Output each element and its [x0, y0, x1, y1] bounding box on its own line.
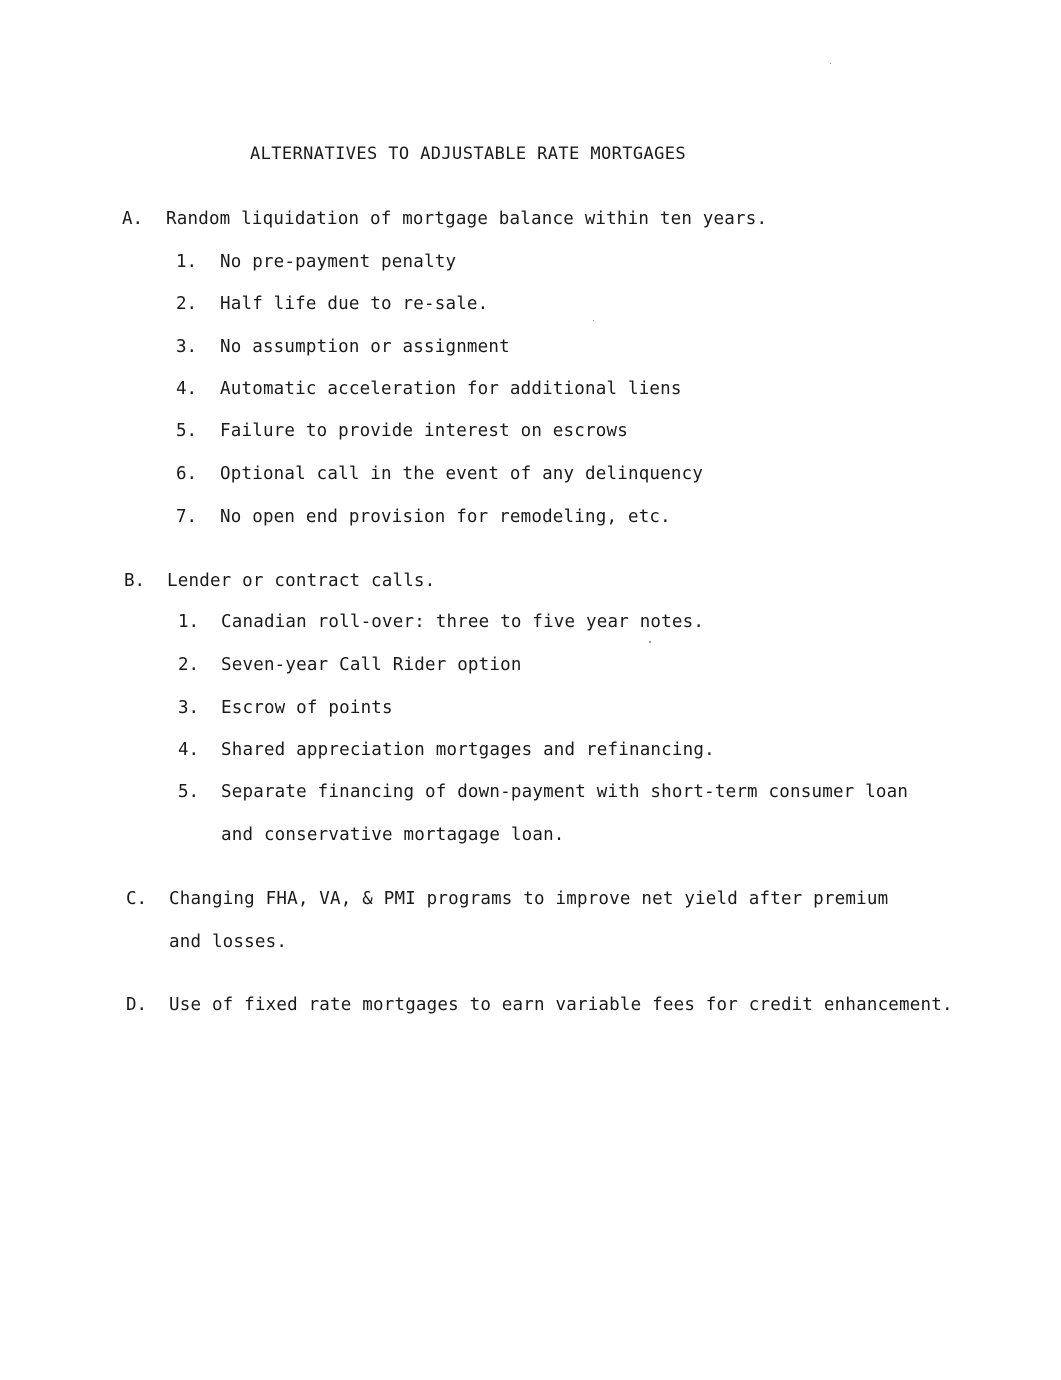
section-b-letter: B.: [124, 571, 146, 591]
section-a-item-3-text: No assumption or assignment: [220, 337, 510, 357]
section-b-heading: Lender or contract calls.: [167, 571, 436, 591]
section-a-item-2-text: Half life due to re-sale.: [220, 294, 489, 314]
section-a-item-5-number: 5.: [176, 421, 198, 441]
section-a-heading: Random liquidation of mortgage balance within ten years.: [166, 209, 768, 229]
section-b-item-1-number: 1.: [178, 612, 200, 632]
section-a-item-1-number: 1.: [176, 252, 198, 272]
section-b-item-3-number: 3.: [178, 698, 200, 718]
section-d-letter: D.: [126, 995, 148, 1015]
section-a-item-5-text: Failure to provide interest on escrows: [220, 421, 628, 441]
section-b-item-5-number: 5.: [178, 782, 200, 802]
section-b-item-2-number: 2.: [178, 655, 200, 675]
section-b-item-3-text: Escrow of points: [221, 698, 393, 718]
section-b-item-4-number: 4.: [178, 740, 200, 760]
scan-speck: [593, 320, 594, 321]
scan-speck: [830, 63, 831, 64]
section-a-item-6-text: Optional call in the event of any delinquency: [220, 464, 704, 484]
section-d-heading: Use of fixed rate mortgages to earn variable fees for credit enhancement.: [169, 995, 953, 1015]
section-a-item-1-text: No pre-payment penalty: [220, 252, 457, 272]
section-a-item-4-number: 4.: [176, 379, 198, 399]
section-c-continuation: and losses.: [169, 932, 288, 952]
section-c-letter: C.: [126, 889, 148, 909]
section-b-item-2-text: Seven-year Call Rider option: [221, 655, 522, 675]
scan-speck: [649, 641, 651, 643]
section-a-item-2-number: 2.: [176, 294, 198, 314]
section-a-letter: A.: [122, 209, 144, 229]
section-a-item-3-number: 3.: [176, 337, 198, 357]
section-a-item-7-text: No open end provision for remodeling, etc.: [220, 507, 671, 527]
section-b-item-1-text: Canadian roll-over: three to five year notes.: [221, 612, 705, 632]
section-c-heading: Changing FHA, VA, & PMI programs to improve net yield after premium: [169, 889, 889, 909]
section-a-item-7-number: 7.: [176, 507, 198, 527]
section-b-item-5-text: Separate financing of down-payment with short-term consumer loan: [221, 782, 909, 802]
section-b-item-4-text: Shared appreciation mortgages and refinancing.: [221, 740, 715, 760]
section-a-item-4-text: Automatic acceleration for additional liens: [220, 379, 682, 399]
page-title: ALTERNATIVES TO ADJUSTABLE RATE MORTGAGES: [250, 144, 687, 164]
section-a-item-6-number: 6.: [176, 464, 198, 484]
section-b-item-5-continuation: and conservative mortagage loan.: [221, 825, 565, 845]
